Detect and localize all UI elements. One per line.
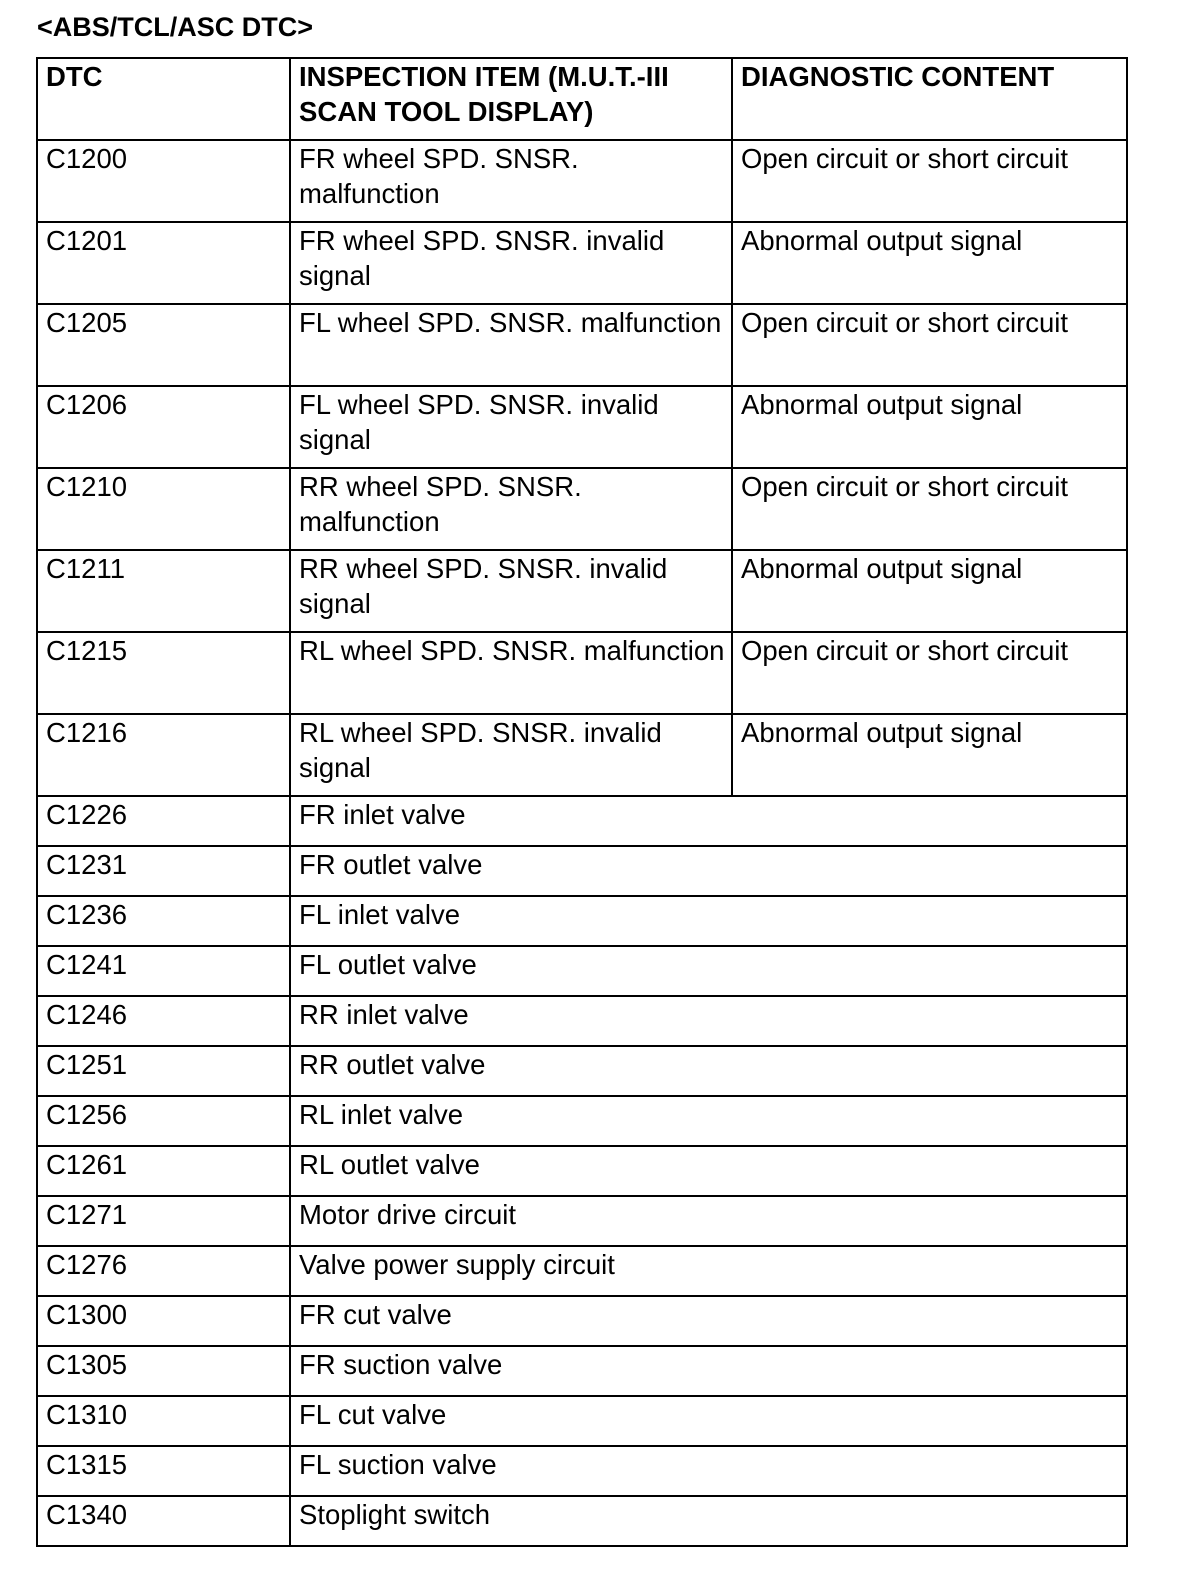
inspection-item-cell: FL cut valve	[290, 1396, 1127, 1446]
dtc-table	[36, 57, 1128, 1547]
table-row	[37, 1346, 1127, 1396]
dtc-code-cell: C1201	[37, 222, 290, 304]
table-row	[37, 1496, 1127, 1546]
dtc-code-cell: C1241	[37, 946, 290, 996]
table-row	[37, 896, 1127, 946]
inspection-item-cell: FR suction valve	[290, 1346, 1127, 1396]
dtc-code-cell: C1216	[37, 714, 290, 796]
inspection-item-cell: FR wheel SPD. SNSR. malfunction	[290, 140, 732, 222]
inspection-item-cell: FL wheel SPD. SNSR. invalid signal	[290, 386, 732, 468]
table-header-row	[37, 58, 1127, 140]
table-row	[37, 846, 1127, 896]
inspection-item-cell: FR wheel SPD. SNSR. invalid signal	[290, 222, 732, 304]
table-row	[37, 222, 1127, 304]
inspection-item-cell: FL suction valve	[290, 1446, 1127, 1496]
dtc-code-cell: C1236	[37, 896, 290, 946]
inspection-item-cell: RL wheel SPD. SNSR. malfunction	[290, 632, 732, 714]
inspection-item-cell: FR inlet valve	[290, 796, 1127, 846]
table-row	[37, 1196, 1127, 1246]
dtc-code-cell: C1310	[37, 1396, 290, 1446]
diagnostic-content-cell: Open circuit or short circuit	[732, 468, 1127, 550]
table-row	[37, 1146, 1127, 1196]
table-row	[37, 468, 1127, 550]
dtc-code-cell: C1271	[37, 1196, 290, 1246]
table-row	[37, 996, 1127, 1046]
diagnostic-content-cell: Open circuit or short circuit	[732, 632, 1127, 714]
dtc-code-cell: C1300	[37, 1296, 290, 1346]
table-row	[37, 304, 1127, 386]
table-row	[37, 946, 1127, 996]
dtc-code-cell: C1251	[37, 1046, 290, 1096]
table-row	[37, 632, 1127, 714]
dtc-code-cell: C1276	[37, 1246, 290, 1296]
table-row	[37, 140, 1127, 222]
inspection-item-cell: RL outlet valve	[290, 1146, 1127, 1196]
dtc-code-cell: C1206	[37, 386, 290, 468]
table-row	[37, 1296, 1127, 1346]
inspection-item-cell: FR outlet valve	[290, 846, 1127, 896]
diagnostic-content-cell: Abnormal output signal	[732, 386, 1127, 468]
header-inspection-item: INSPECTION ITEM (M.U.T.-III SCAN TOOL DISPLAY)	[290, 58, 732, 140]
dtc-code-cell: C1305	[37, 1346, 290, 1396]
inspection-item-cell: Valve power supply circuit	[290, 1246, 1127, 1296]
inspection-item-cell: FL outlet valve	[290, 946, 1127, 996]
table-row	[37, 796, 1127, 846]
document-heading: <ABS/TCL/ASC DTC>	[37, 12, 314, 42]
table-row	[37, 550, 1127, 632]
dtc-code-cell: C1261	[37, 1146, 290, 1196]
table-row	[37, 1246, 1127, 1296]
table-row	[37, 714, 1127, 796]
diagnostic-content-cell: Open circuit or short circuit	[732, 304, 1127, 386]
dtc-code-cell: C1205	[37, 304, 290, 386]
table-body	[37, 140, 1127, 1546]
inspection-item-cell: RR outlet valve	[290, 1046, 1127, 1096]
inspection-item-cell: RR wheel SPD. SNSR. invalid signal	[290, 550, 732, 632]
table-row	[37, 1446, 1127, 1496]
diagnostic-content-cell: Abnormal output signal	[732, 714, 1127, 796]
table-row	[37, 1396, 1127, 1446]
dtc-code-cell: C1340	[37, 1496, 290, 1546]
dtc-code-cell: C1226	[37, 796, 290, 846]
dtc-code-cell: C1200	[37, 140, 290, 222]
dtc-code-cell: C1246	[37, 996, 290, 1046]
header-dtc: DTC	[37, 58, 290, 140]
dtc-code-cell: C1211	[37, 550, 290, 632]
inspection-item-cell: RL inlet valve	[290, 1096, 1127, 1146]
dtc-code-cell: C1210	[37, 468, 290, 550]
table-row	[37, 1046, 1127, 1096]
inspection-item-cell: FL wheel SPD. SNSR. malfunction	[290, 304, 732, 386]
inspection-item-cell: RL wheel SPD. SNSR. invalid signal	[290, 714, 732, 796]
inspection-item-cell: FR cut valve	[290, 1296, 1127, 1346]
dtc-code-cell: C1256	[37, 1096, 290, 1146]
dtc-code-cell: C1231	[37, 846, 290, 896]
dtc-code-cell: C1315	[37, 1446, 290, 1496]
inspection-item-cell: RR wheel SPD. SNSR. malfunction	[290, 468, 732, 550]
header-diagnostic-content: DIAGNOSTIC CONTENT	[732, 58, 1127, 140]
table-row	[37, 386, 1127, 468]
diagnostic-content-cell: Abnormal output signal	[732, 222, 1127, 304]
inspection-item-cell: FL inlet valve	[290, 896, 1127, 946]
inspection-item-cell: RR inlet valve	[290, 996, 1127, 1046]
dtc-code-cell: C1215	[37, 632, 290, 714]
inspection-item-cell: Stoplight switch	[290, 1496, 1127, 1546]
diagnostic-content-cell: Open circuit or short circuit	[732, 140, 1127, 222]
diagnostic-content-cell: Abnormal output signal	[732, 550, 1127, 632]
inspection-item-cell: Motor drive circuit	[290, 1196, 1127, 1246]
table-row	[37, 1096, 1127, 1146]
